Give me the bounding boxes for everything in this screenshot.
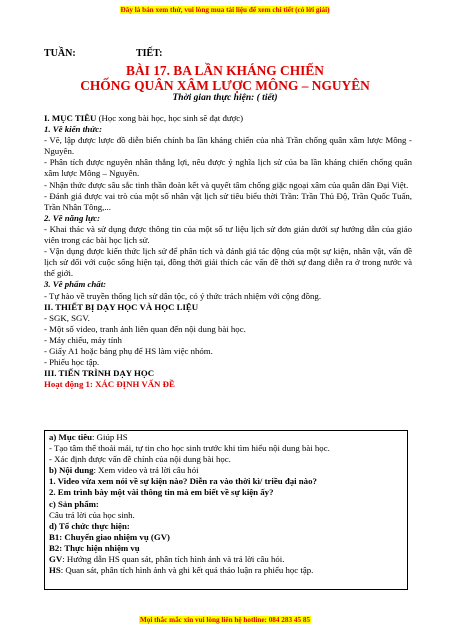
question-item: 2. Em trình bày một vài thông tin mà em biết về sự kiện ấy? — [49, 487, 274, 498]
lesson-title-line2: CHỐNG QUÂN XÂM LƯỢC MÔNG – NGUYÊN — [80, 78, 370, 93]
week-label: TUẦN: — [44, 48, 76, 59]
content-line — [49, 465, 403, 476]
step2-label: B2: Thực hiện nhiệm vụ — [49, 542, 140, 553]
objective-item: - Xác định được vấn đề chính của nội dung bài học. — [49, 454, 231, 465]
knowledge-item: - Phân tích được nguyên nhân thắng lợi, nêu được ý nghĩa lịch sử của ba lần kháng chiến chống quân xâm lược Mông – Nguyên. — [44, 157, 412, 179]
equipment-item: - SGK, SGV. — [44, 312, 90, 323]
objective-item: - Tạo tâm thế thoải mái, tự tin cho học sinh trước khi tìm hiểu nội dung bài học. — [49, 443, 330, 454]
equipment-item: - Phiếu học tập. — [44, 357, 100, 368]
step1-label: B1: Chuyển giao nhiệm vụ (GV) — [49, 531, 170, 542]
competence-item: - Vận dụng được kiến thức lịch sử để phân tích và đánh giá tác động của một sự kiện, nhân vật, vấn đề lịch sử đối với cuộc sống hiện tại, đồng thời giải thích các vấn đề thời sự đang diễn ra ở trong nước và thế giới. — [44, 246, 412, 279]
knowledge-item: - Đánh giá được vai trò của một số nhân vật lịch sử tiêu biểu thời Trần: Trần Thủ Độ, Trần Quốc Tuấn, Trần Nhân Tông,... — [44, 190, 412, 212]
product-label: c) Sản phẩm: — [49, 498, 99, 509]
objectives-heading-note: (Học xong bài học, học sinh sẽ đạt được) — [96, 113, 244, 123]
product-text: Câu trả lời của học sinh. — [49, 509, 135, 520]
lesson-title-line1: BÀI 17. BA LẦN KHÁNG CHIẾN — [126, 63, 324, 78]
objective-label: a) Mục tiêu — [49, 432, 92, 442]
knowledge-heading: 1. Về kiến thức: — [44, 124, 103, 135]
teacher-label: GV — [49, 554, 63, 565]
preview-banner-text: Đây là bản xem thử, vui lòng mua tài liệu để xem chi tiết (có lời giải) — [120, 6, 330, 14]
objectives-heading-text: I. MỤC TIÊU — [44, 113, 97, 123]
quality-heading: 3. Về phẩm chất: — [44, 279, 107, 290]
preview-banner — [0, 6, 450, 14]
lesson-duration: Thời gian thực hiện: ( tiết) — [172, 93, 278, 103]
process-heading: III. TIẾN TRÌNH DẠY HỌC — [44, 368, 155, 379]
student-text: : Quan sát, phân tích hình ảnh và ghi kết quả thảo luận ra phiếu học tập. — [60, 565, 314, 576]
competence-item: - Khai thác và sử dụng được thông tin của một số tư liệu lịch sử đơn giản dưới sự hướng dẫn của giáo viên trong các bài học lịch sử. — [44, 223, 412, 246]
teacher-text: : Hướng dẫn HS quan sát, phân tích hình ảnh và trả lời câu hỏi. — [62, 554, 285, 565]
content-label: b) Nội dung — [49, 465, 94, 476]
objective-text: : Giúp HS — [92, 432, 128, 442]
equipment-heading: II. THIẾT BỊ DẠY HỌC VÀ HỌC LIỆU — [44, 301, 199, 312]
question-item: 1. Video vừa xem nói về sự kiện nào? Diễn ra vào thời kì/ triều đại nào? — [49, 476, 317, 487]
organization-label: d) Tổ chức thực hiện: — [49, 520, 130, 531]
period-label: TIẾT: — [136, 48, 163, 59]
objectives-heading — [44, 113, 412, 124]
content-text: : Xem video và trả lời câu hỏi — [93, 465, 199, 476]
student-label: HS — [49, 565, 61, 576]
equipment-item: - Giấy A1 hoặc bảng phụ để HS làm việc nhóm. — [44, 345, 213, 356]
knowledge-item: - Vẽ, lập được lược đồ diễn biến chính ba lần kháng chiến của nhà Trần chống quân xâm lược Mông - Nguyên. — [44, 135, 412, 157]
hotline-banner — [0, 616, 450, 624]
student-line — [49, 565, 403, 576]
lesson-body — [44, 113, 412, 390]
knowledge-item: - Nhận thức được sâu sắc tinh thần đoàn kết và quyết tâm chống giặc ngoại xâm của quân dân Đại Việt. — [44, 179, 409, 190]
competence-heading: 2. Về năng lực: — [44, 212, 101, 223]
activity-box — [44, 430, 408, 590]
quality-item: - Tự hào về truyền thống lịch sử dân tộc, có ý thức trách nhiệm với cộng đồng. — [44, 290, 322, 301]
activity-heading: Hoạt động 1: XÁC ĐỊNH VẤN ĐỀ — [44, 379, 175, 390]
equipment-item: - Một số video, tranh ảnh liên quan đến nội dung bài học. — [44, 323, 246, 334]
equipment-item: - Máy chiếu, máy tính — [44, 334, 122, 345]
lesson-header — [44, 48, 384, 60]
hotline-banner-text: Mọi thắc mắc xin vui lòng liên hệ hotline: 084 283 45 85 — [139, 616, 311, 624]
teacher-line — [49, 554, 403, 565]
objective-line — [49, 432, 403, 443]
